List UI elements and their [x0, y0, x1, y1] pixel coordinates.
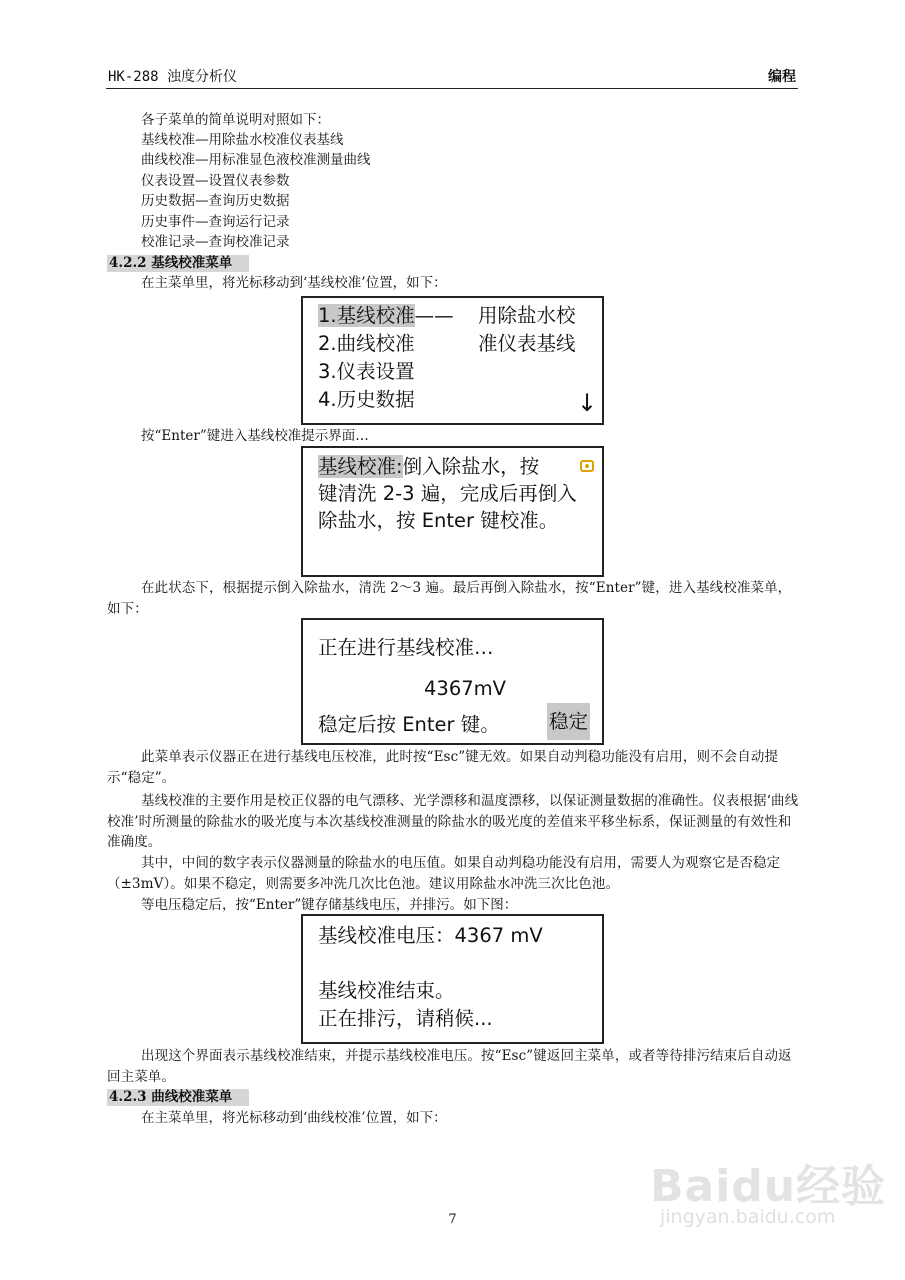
paragraph: 出现这个界面表示基线校准结束，并提示基线校准电压。按“Esc”键返回主菜单，或者等待排污结束后自动返回主菜单。 — [107, 1048, 792, 1085]
intro-line: 历史事件—查询运行记录 — [141, 214, 290, 230]
menu-description: 用除盐水校 — [478, 304, 576, 327]
intro-line: 各子菜单的简单说明对照如下： — [141, 112, 330, 128]
status-line: 正在进行基线校准… — [318, 636, 494, 659]
lcd-screen-main-menu — [301, 296, 604, 425]
page-header — [106, 66, 798, 89]
menu-item-curve: 2.曲线校准 — [318, 332, 415, 355]
page-number: 7 — [448, 1212, 457, 1227]
intro-line: 历史数据—查询历史数据 — [141, 193, 290, 209]
lcd-screen-baseline-running — [301, 618, 604, 745]
paragraph: 基线校准的主要作用是校正仪器的电气漂移、光学漂移和温度漂移，以保证测量数据的准确性。仪表根据‘曲线校准’时所测量的除盐水的吸光度与本次基线校准测量的除盐水的吸光度的差值来平移坐标系，保证测量的有效性和准确度。 — [107, 793, 799, 850]
lcd-screen-baseline-prompt — [301, 446, 604, 577]
lcd-screen-baseline-done — [301, 914, 604, 1044]
intro-line: 基线校准—用除盐水校准仪表基线 — [141, 132, 344, 148]
flush-key-icon — [580, 460, 594, 472]
prompt-line: 基线校准:倒入除盐水，按 — [318, 455, 540, 478]
paragraph: 在此状态下，根据提示倒入除盐水，清洗 2～3 遍。最后再倒入除盐水，按“Enter”键，进入基线校准菜单，如下： — [107, 580, 792, 617]
paragraph: 此菜单表示仪器正在进行基线电压校准，此时按“Esc”键无效。如果自动判稳功能没有启用，则不会自动提示“稳定”。 — [107, 749, 779, 786]
menu-item-history: 4.历史数据 — [318, 388, 415, 411]
watermark-brand: Baidu经验 — [650, 1161, 887, 1212]
status-line: 稳定后按 Enter 键。 — [318, 713, 500, 736]
section-heading-4-2-2: 4.2.2 基线校准菜单 — [107, 255, 249, 272]
stable-badge: 稳定 — [547, 703, 590, 740]
header-section: 编程 — [768, 69, 796, 85]
result-line: 正在排污，请稍候... — [318, 1007, 493, 1030]
voltage-readout: 4367mV — [424, 677, 506, 700]
instruction-text: 在主菜单里，将光标移动到‘曲线校准’位置，如下： — [141, 1110, 447, 1126]
instruction-text: 按“Enter”键进入基线校准提示界面… — [141, 428, 369, 444]
watermark — [650, 1150, 887, 1228]
watermark-url: jingyan.baidu.com — [660, 1206, 836, 1228]
menu-description: 准仪表基线 — [478, 332, 576, 355]
prompt-line: 键清洗 2-3 遍，完成后再倒入 — [318, 482, 577, 505]
intro-line: 曲线校准—用标准显色液校准测量曲线 — [141, 152, 371, 168]
section-heading-4-2-3: 4.2.3 曲线校准菜单 — [107, 1089, 249, 1106]
result-line: 基线校准结束。 — [318, 979, 455, 1002]
instruction-text: 等电压稳定后，按“Enter”键存储基线电压，并排污。如下图： — [141, 897, 518, 913]
header-title: HK-288 浊度分析仪 — [108, 69, 238, 85]
menu-item-baseline: 1.基线校准—— — [318, 304, 454, 327]
paragraph: 其中，中间的数字表示仪器测量的除盐水的电压值。如果自动判稳功能没有启用，需要人为观察它是否稳定（±3mV）。如果不稳定，则需要多冲洗几次比色池。建议用除盐水冲洗三次比色池。 — [107, 855, 781, 892]
instruction-text: 在主菜单里，将光标移动到‘基线校准’位置，如下： — [141, 275, 447, 291]
prompt-line: 除盐水，按 Enter 键校准。 — [318, 509, 559, 532]
menu-item-settings: 3.仪表设置 — [318, 360, 415, 383]
result-line: 基线校准电压：4367 mV — [318, 924, 543, 947]
intro-line: 仪表设置—设置仪表参数 — [141, 173, 290, 189]
scroll-down-arrow-icon: ↓ — [577, 389, 598, 417]
intro-line: 校准记录—查询校准记录 — [141, 234, 290, 250]
